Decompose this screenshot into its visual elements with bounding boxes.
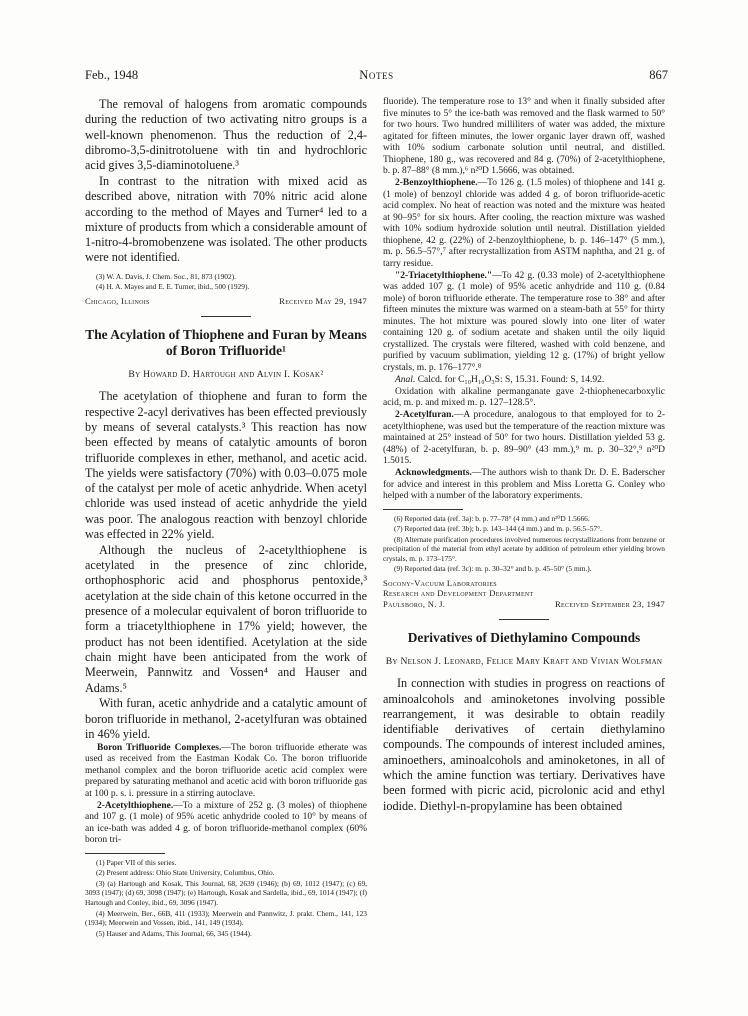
affiliation-location: Paulsboro, N. J. xyxy=(383,598,446,609)
paragraph-text: Calcd. for C₁₀H₁₀O₃S: S, 15.31. Found: S, 14.92. xyxy=(415,374,605,385)
experimental-paragraph xyxy=(383,178,665,270)
paragraph: In connection with studies in progress on reactions of aminoalcohols and aminoketones involving possible rearrangement, it was desirable to obtain readily identifiable derivatives of certain diethylamino compounds. The compounds of interest included amines, aminoethers, aminoalcohols and aminoketones, in all of which the amine function was tertiary. Derivatives have been formed with picric acid, picrolonic acid and ethyl iodide. Diethyl-n-propylamine has been obtained xyxy=(383,676,665,813)
affiliation-line xyxy=(383,599,665,609)
paragraph-text: —To 126 g. (1.5 moles) of thiophene and 141 g. (1 mole) of benzoyl chloride was added 4 g. of boron trifluoride-acetic acid complex. No heat of reaction was noted and the mixture was heated at 90–95° for six hours. After cooling, the reaction mixture was washed with 10% sodium hydroxide solution until neutral. Distillation yielded thiophene, 42 g. (22%) of 2-benzoylthiophene, b. p. 146–147° (5 mm.), m. p. 56.5–57°,⁷ after recrystallization from ASTM naphtha, and 21 g. of tarry residue. xyxy=(383,178,665,269)
experimental-paragraph xyxy=(85,743,367,801)
footnote: (9) Reported data (ref. 3c): m. p. 30–32° and b. p. 45–50° (5 mm.). xyxy=(394,564,592,574)
experimental-paragraph xyxy=(383,410,665,468)
footnotes-right xyxy=(383,514,665,575)
footnote: (4) Meerwein, Ber., 66B, 411 (1933); Meerwein and Pannwitz, J. prakt. Chem., 141, 123 (1934); Meerwein and Vossen, ibid., 141, 149 (1934). xyxy=(85,908,367,928)
affiliation-line xyxy=(85,296,367,306)
paragraph: In contrast to the nitration with mixed acid as described above, nitration with 70% nitric acid alone according to the method of Mayes and Turner⁴ led to a mixture of products from which a considerable amount of 1-nitro-4-bromobenzene was isolated. The other products were not identified. xyxy=(85,173,367,265)
footnote-rule xyxy=(85,853,165,854)
header-section-title: Notes xyxy=(359,68,394,82)
divider xyxy=(201,316,251,317)
footnote: (5) Hauser and Adams, This Journal, 66, 345 (1944). xyxy=(96,928,252,938)
footnote: (2) Present address: Ohio State University, Columbus, Ohio. xyxy=(96,868,275,878)
header-page-number: 867 xyxy=(649,68,668,82)
footnote: (3) (a) Hartough and Kosak, This Journal, 68, 2639 (1946); (b) 69, 1012 (1947); (c) 69, 3093 (1947); (d) 69, 3098 (1947); (e) Hartough, Kosak and Sardella, ibid., 69, 1014 (1947); (f) Hartough and Conley, ibid., 69, 3096 (1947). xyxy=(85,878,367,908)
footnote: (1) Paper VII of this series. xyxy=(96,857,177,867)
footnotes-bottom xyxy=(85,858,367,939)
footnote: (8) Alternate purification procedures involved numerous recrystallizations from benzene or precipitation of the material from ethyl acetate by addition of petroleum ether yielding brown crystals, m. p. 173–175°. xyxy=(383,534,665,563)
subheading: Anal. xyxy=(395,374,416,385)
paragraph: Although the nucleus of 2-acetylthiophene is acetylated in the presence of zinc chloride, orthophosphoric acid and phosphorus pentoxide,³ acetylation at the side chain of this ketone occurred in the presence of a molecular equivalent of boron trifluoride to form a triacetylthiophene in 17% yield; however, the product has not been identified. Acetylation at the side chain might have been anticipated from the work of Meerwein, Pannwitz and Vossen⁴ and Hauser and Adams.⁵ xyxy=(85,542,367,695)
paragraph: With furan, acetic anhydride and a catalytic amount of boron trifluoride in methanol, 2-acetylfuran was obtained in 46% yield. xyxy=(85,696,367,741)
paragraph: Oxidation with alkaline permanganate gave 2-thiophenecarboxylic acid, m. p. and mixed m. p. 127–128.5°. xyxy=(383,386,665,408)
subheading: 2-Acetylfuran. xyxy=(395,410,454,420)
subheading: 2-Acetylthiophene. xyxy=(97,800,174,811)
paragraph-text: —A procedure, analogous to that employed for to 2-acetylthiophene, was used but the temperature of the reaction mixture was maintained at 25° instead of 50° for two hours. Distillation yielded 53 g. (48%) of 2-acetylfuran, b. p. 89–90° (43 mm.),⁹ m. p. 30–32°,⁹ n²⁰D 1.5015. xyxy=(383,410,665,466)
received-date: Received September 23, 1947 xyxy=(555,598,665,609)
running-header xyxy=(85,68,668,84)
article-title: The Acylation of Thiophene and Furan by Means of Boron Trifluoride¹ xyxy=(85,327,367,359)
paragraph: fluoride). The temperature rose to 13° and when it finally subsided after five minutes to 5° the ice-bath was removed and the flask warmed to 50° for two hours. Two hundred milliliters of water was added, the mixture agitated for fifteen minutes, the lower organic layer drawn off, washed with 10% sodium carbonate solution until neutral, and distilled. Thiophene, 180 g., was recovered and 84 g. (70%) of 2-acetylthiophene, b. p. 87–88° (8 mm.),⁶ n²⁰D 1.5666, was obtained. xyxy=(383,97,665,176)
right-column xyxy=(383,97,665,977)
affiliation-location: Chicago, Illinois xyxy=(85,295,150,306)
acknowledgments-paragraph xyxy=(383,468,665,503)
article-byline: By Nelson J. Leonard, Felice Mary Kraft and Vivian Wolfman xyxy=(385,656,663,668)
footnotes-top xyxy=(85,272,367,292)
subheading: "2-Triacetylthiophene." xyxy=(395,270,493,281)
experimental-paragraph xyxy=(383,271,665,375)
paragraph: The acetylation of thiophene and furan to form the respective 2-acyl derivatives has been effected previously by means of several catalysts.³ This reaction has now been effected by means of catalytic amounts of boron trifluoride complexes in ether, methanol, and acetic acid. The yields were satisfactory (70%) with 0.03–0.075 mole of the catalyst per mole of acetic anhydride. When acetyl chloride was used instead of acetic anhydride the yield was poor. The analogous reaction with benzoyl chloride was effected in 22% yield. xyxy=(85,389,367,542)
affiliation-dept: Research and Development Department xyxy=(383,588,534,599)
divider xyxy=(499,619,549,620)
footnote: (7) Reported data (ref. 3b); b. p. 143–144 (4 mm.) and m. p. 56.5–57°. xyxy=(394,524,603,534)
footnote: (4) H. A. Mayes and E. E. Turner, ibid., 500 (1929). xyxy=(96,282,250,292)
subheading: Acknowledgments. xyxy=(395,468,472,478)
footnote: (3) W. A. Davis, J. Chem. Soc., 81, 873 (1902). xyxy=(96,271,237,281)
paragraph: The removal of halogens from aromatic compounds during the reduction of two activating nitro groups is a well-known phenomenon. Thus the reduction of 2,4-dibromo-3,5-dinitrotoluene with tin and hydrochloric acid gives 3,5-diaminotoluene.³ xyxy=(85,97,367,173)
footnote: (6) Reported data (ref. 3a): b. p. 77–78° (4 mm.) and n²⁰D 1.5666. xyxy=(394,513,590,523)
article-byline: By Howard D. Hartough and Alvin I. Kosak² xyxy=(128,369,324,381)
left-column xyxy=(85,97,367,977)
footnote-rule xyxy=(383,509,463,510)
header-date: Feb., 1948 xyxy=(85,68,139,82)
article-title: Derivatives of Diethylamino Compounds xyxy=(407,630,641,646)
received-date: Received May 29, 1947 xyxy=(279,295,367,306)
paragraph-text: —To a mixture of 252 g. (3 moles) of thiophene and 107 g. (1 mole) of 95% acetic anhydride cooled to 10° by means of an ice-bath was added 4 g. of boron trifluoride-methanol complex (60% boron tri- xyxy=(85,800,367,846)
subheading: Boron Trifluoride Complexes. xyxy=(97,742,222,753)
subheading: 2-Benzoylthiophene. xyxy=(395,178,478,188)
affiliation-lab: Socony-Vacuum Laboratories xyxy=(383,578,497,589)
experimental-paragraph xyxy=(85,801,367,847)
paragraph-text: —To 42 g. (0.33 mole) of 2-acetylthiophene was added 107 g. (1 mole) of 95% acetic anhydride and 110 g. (0.84 mole) of boron trifluoride etherate. The temperature rose to 38° and after fifteen minutes the mixture was warmed on a steam-bath at 55° for thirty minutes. The hot mixture was poured slowly into one liter of water containing 120 g. of sodium acetate and shaken until the oily liquid crystallized. The crystals were filtered, washed with cold benzene, and purified by vacuum sublimation, yielding 12 g. (17%) of bright yellow crystals, m. p. 176–177°.⁸ xyxy=(383,270,665,373)
affiliation-block xyxy=(383,578,665,609)
paragraph-text: —The authors wish to thank Dr. D. E. Baderscher for advice and interest in this problem and Miss Loretta G. Conley who helped with a number of the laboratory experiments. xyxy=(383,468,665,501)
analysis-paragraph xyxy=(383,375,665,387)
paragraph-text: —The boron trifluoride etherate was used as received from the Eastman Kodak Co. The boron trifluoride methanol complex and the boron trifluoride acetic acid complex were prepared by saturating methanol and acetic acid with boron trifluoride gas at 100 p. s. i. pressure in a stirring autoclave. xyxy=(85,742,367,799)
